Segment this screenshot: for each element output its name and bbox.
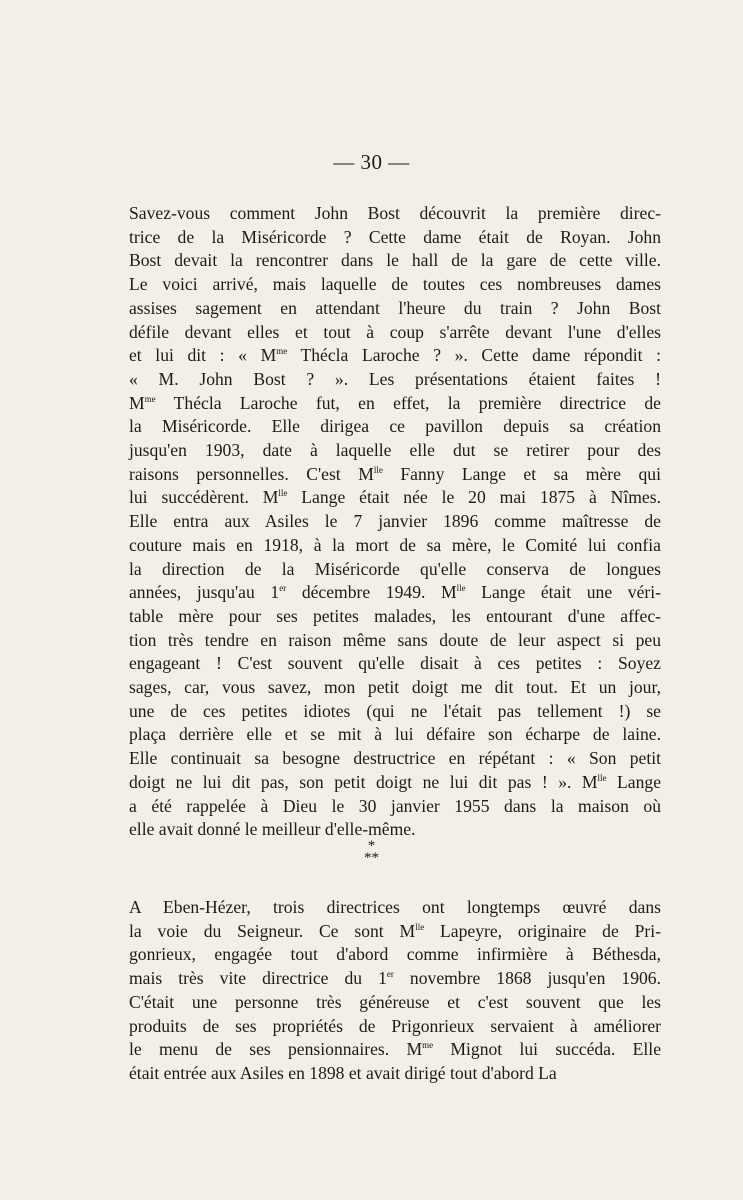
paragraph-misericorde bbox=[129, 202, 661, 842]
text-line: C'était une personne très généreuse et c'est souvent que les bbox=[129, 991, 661, 1012]
text-line: tion très tendre en raison même sans doute de leur aspect si peu bbox=[129, 629, 661, 650]
text-line: Elle entra aux Asiles le 7 janvier 1896 comme maîtresse de bbox=[129, 511, 661, 532]
text-line: années, jusqu'au 1er décembre 1949. $M^{lle}$ Lange était une véri- bbox=[129, 582, 661, 603]
text-line: A Eben-Hézer, trois directrices ont longtemps œuvré dans bbox=[129, 897, 661, 917]
text-line: la voie du Seigneur. Ce sont $M^{lle}$ Lapeyre, originaire de Pri- bbox=[129, 920, 661, 941]
text-line: gonrieux, engagée tout d'abord comme infirmière à Béthesda, bbox=[129, 944, 661, 965]
text-line: jusqu'en 1903, date à laquelle elle dut se retirer pour des bbox=[129, 440, 661, 461]
text-line: $M^{me}$ Thécla Laroche fut, en effet, la première directrice de bbox=[129, 392, 661, 413]
text-line: sages, car, vous savez, mon petit doigt me dit tout. Et un jour, bbox=[129, 677, 661, 698]
text-line: elle avait donné le meilleur d'elle-même. bbox=[129, 819, 416, 840]
text-line: Bost devait la rencontrer dans le hall de la gare de cette ville. bbox=[129, 250, 661, 271]
text-line: assises sagement en attendant l'heure du train ? John Bost bbox=[129, 297, 661, 318]
asterism-bottom: ** bbox=[364, 850, 379, 866]
text-line: table mère pour ses petites malades, les entourant d'une affec- bbox=[129, 605, 661, 626]
text-line: lui succédèrent. $M^{lle}$ Lange était née le 20 mai 1875 à Nîmes. bbox=[129, 487, 661, 508]
text-line: produits de ses propriétés de Prigonrieux servaient à améliorer bbox=[129, 1015, 661, 1036]
text-line: « M. John Bost ? ». Les présentations étaient faites ! bbox=[129, 368, 661, 389]
text-line: Le voici arrivé, mais laquelle de toutes ces nombreuses dames bbox=[129, 274, 661, 295]
text-line: était entrée aux Asiles en 1898 et avait dirigé tout d'abord La bbox=[129, 1062, 557, 1083]
text-line: couture mais en 1918, à la mort de sa mère, le Comité lui confia bbox=[129, 534, 661, 555]
text-line: raisons personnelles. C'est $M^{lle}$ Fanny Lange et sa mère qui bbox=[129, 463, 661, 484]
text-line: et lui dit : « $M^{me}$ Thécla Laroche ? ». Cette dame répondit : bbox=[129, 345, 661, 366]
text-line: trice de la Miséricorde ? Cette dame était de Royan. John bbox=[129, 226, 661, 247]
text-line: la direction de la Miséricorde qu'elle conserva de longues bbox=[129, 558, 661, 579]
text-line: le menu de ses pensionnaires. $M^{me}$ Mignot lui succéda. Elle bbox=[129, 1039, 661, 1060]
text-line: doigt ne lui dit pas, son petit doigt ne lui dit pas ! ». $M^{lle}$ Lange bbox=[129, 771, 662, 792]
asterism-top: * bbox=[367, 838, 376, 854]
text-line: Elle continuait sa besogne destructrice en répétant : « Son petit bbox=[129, 748, 661, 769]
text-line: la Miséricorde. Elle dirigea ce pavillon depuis sa création bbox=[129, 416, 661, 437]
text-line: une de ces petites idiotes (qui ne l'était pas tellement !) se bbox=[129, 700, 661, 721]
text-line: mais très vite directrice du 1er novembre 1868 jusqu'en 1906. bbox=[129, 968, 661, 989]
page-number: — 30 — bbox=[333, 150, 410, 174]
text-line: a été rappelée à Dieu le 30 janvier 1955 dans la maison où bbox=[129, 795, 661, 816]
text-line: Savez-vous comment John Bost découvrit la première direc- bbox=[129, 203, 661, 223]
asterism-separator bbox=[0, 840, 743, 864]
text-line: plaça derrière elle et se mit à lui défaire son écharpe de laine. bbox=[129, 724, 661, 745]
text-line: engageant ! C'est souvent qu'elle disait à ces petites : Soyez bbox=[129, 653, 661, 674]
paragraph-eben-hezer bbox=[129, 896, 661, 1086]
text-line: défile devant elles et tout à coup s'arrête devant l'une d'elles bbox=[129, 321, 661, 342]
